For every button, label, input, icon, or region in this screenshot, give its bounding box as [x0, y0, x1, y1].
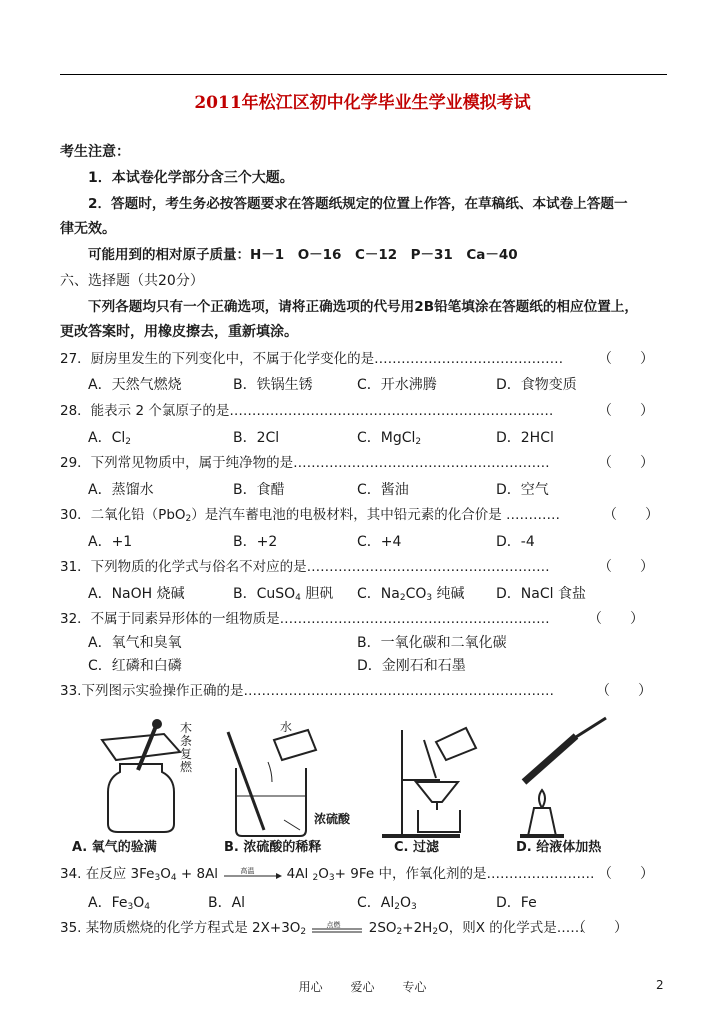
q34-option-a: A．$Fe_3O_4$	[88, 895, 150, 912]
q27-option-a: A．天然气燃烧	[88, 377, 182, 393]
q30-option-a: A．+1	[88, 534, 133, 550]
q34-option-c: C．$Al_2O_3$	[357, 895, 417, 912]
q30-option-b: B．+2	[233, 534, 278, 550]
q31-option-d: D．NaCl 食盐	[496, 586, 586, 602]
q28-option-b: B．2Cl	[233, 430, 280, 446]
q35-stem: 35. 某物质燃烧的化学方程式是 $2X+3O_2$ 点燃 $2SO_2+2H_2O$，则X 的化学式是……	[60, 918, 584, 942]
section-heading: 六、选择题（共20分）	[60, 273, 204, 289]
q29-stem: 29．下列常见物质中，属于纯净物的是…………………………………………………	[60, 455, 550, 471]
q30-answer-paren: （ ）	[603, 507, 659, 523]
q28-stem: 28．能表示 2 个氯原子的是………………………………………………………………	[60, 403, 554, 419]
top-rule	[60, 74, 667, 75]
q34-option-b: B．Al	[208, 895, 246, 911]
fig-caption-b: B. 浓硫酸的稀释	[224, 840, 322, 855]
fig-b-acid-label: 浓硫酸	[314, 812, 351, 826]
notice-heading: 考生注意：	[60, 144, 130, 160]
fig-caption-a: A. 氧气的验满	[72, 840, 157, 855]
q32-option-d: D．金刚石和石墨	[357, 658, 466, 674]
footer-text-2: 爱心	[350, 980, 375, 994]
q27-option-b: B．铁锅生锈	[233, 377, 313, 393]
fig-b-water-label: 水	[280, 720, 293, 734]
q29-option-d: D．空气	[496, 482, 549, 498]
fig-a-stick-label: 木条复燃	[180, 721, 193, 774]
q28-option-c: C．MgCl$_2$	[357, 430, 422, 447]
fig-caption-c: C. 过滤	[394, 840, 440, 855]
q34-stem: 34. 在反应 $3Fe_3O_4 + 8Al$ 高温 4Al $_2O_3+ 9Fe$ 中，作氧化剂的是……………………	[60, 864, 594, 888]
q32-option-c: C．红磷和白磷	[88, 658, 182, 674]
q35-answer-paren: （ ）	[572, 920, 628, 936]
footer-text-3: 专心	[402, 980, 427, 994]
q34-reaction-arrow	[222, 867, 282, 881]
q31-option-c: C．$Na_2CO_3$ 纯碱	[357, 586, 465, 603]
fig-a-gas-jar	[102, 720, 180, 832]
q33-stem: 33.下列图示实验操作正确的是……………………………………………………………	[60, 683, 554, 699]
q28-answer-paren: （ ）	[598, 403, 654, 419]
fig-d-heating	[520, 718, 606, 836]
q35-condition: 点燃	[326, 921, 341, 929]
q31-option-b: B．CuSO$_4$ 胆矾	[233, 586, 334, 603]
page-number: 2	[656, 978, 664, 992]
q30-stem: 30．二氧化铅（PbO$_2$）是汽车蓄电池的电极材料，其中铅元素的化合价是 …………	[60, 507, 561, 524]
fig-b-dilution	[228, 730, 316, 836]
notice-item-1: 1．本试卷化学部分含三个大题。	[88, 170, 294, 186]
q32-option-a: A．氧气和臭氧	[88, 635, 182, 651]
q27-answer-paren: （ ）	[598, 351, 654, 367]
footer-text-1: 用心	[298, 980, 323, 994]
fig-caption-d: D. 给液体加热	[516, 840, 602, 855]
q35-reaction-arrow	[310, 921, 364, 935]
exam-title: 2011年松江区初中化学毕业生学业模拟考试	[194, 93, 531, 113]
q30-option-d: D．-4	[496, 534, 535, 550]
notice-item-2a: 2．答题时，考生务必按答题要求在答题纸规定的位置上作答，在草稿纸、本试卷上答题一	[88, 196, 628, 212]
q27-stem: 27．厨房里发生的下列变化中，不属于化学变化的是……………………………………	[60, 351, 564, 367]
q31-option-a: A．NaOH 烧碱	[88, 586, 185, 602]
q33-answer-paren: （ ）	[596, 683, 652, 699]
q29-option-a: A．蒸馏水	[88, 482, 154, 498]
q30-option-c: C．+4	[357, 534, 402, 550]
q32-option-b: B．一氧化碳和二氧化碳	[357, 635, 507, 651]
section-instruction-2: 更改答案时，用橡皮擦去，重新填涂。	[60, 324, 298, 340]
q28-option-d: D．2HCl	[496, 430, 554, 446]
atomic-mass-note: 可能用到的相对原子质量：H－1 O－16 C－12 P－31 Ca－40	[88, 247, 518, 263]
fig-c-filtration	[382, 728, 476, 836]
page-footer	[0, 978, 725, 995]
q29-option-c: C．酱油	[357, 482, 409, 498]
q29-answer-paren: （ ）	[598, 455, 654, 471]
q31-answer-paren: （ ）	[598, 559, 654, 575]
q32-answer-paren: （ ）	[588, 611, 644, 627]
q27-option-d: D．食物变质	[496, 377, 577, 393]
q34-option-d: D．Fe	[496, 895, 537, 911]
notice-item-2b: 律无效。	[60, 221, 116, 237]
q28-option-a: A．$Cl_2$	[88, 430, 131, 447]
lab-operations-figure	[68, 712, 628, 858]
section-instruction-1: 下列各题均只有一个正确选项，请将正确选项的代号用2B铅笔填涂在答题纸的相应位置上，	[88, 299, 638, 315]
q32-stem: 32．不属于同素异形体的一组物质是……………………………………………………	[60, 611, 550, 627]
q31-stem: 31．下列物质的化学式与俗名不对应的是………………………………………………	[60, 559, 550, 575]
q34-condition: 高温	[240, 867, 255, 875]
q29-option-b: B．食醋	[233, 482, 285, 498]
q27-option-c: C．开水沸腾	[357, 377, 437, 393]
q34-answer-paren: （ ）	[598, 866, 654, 882]
